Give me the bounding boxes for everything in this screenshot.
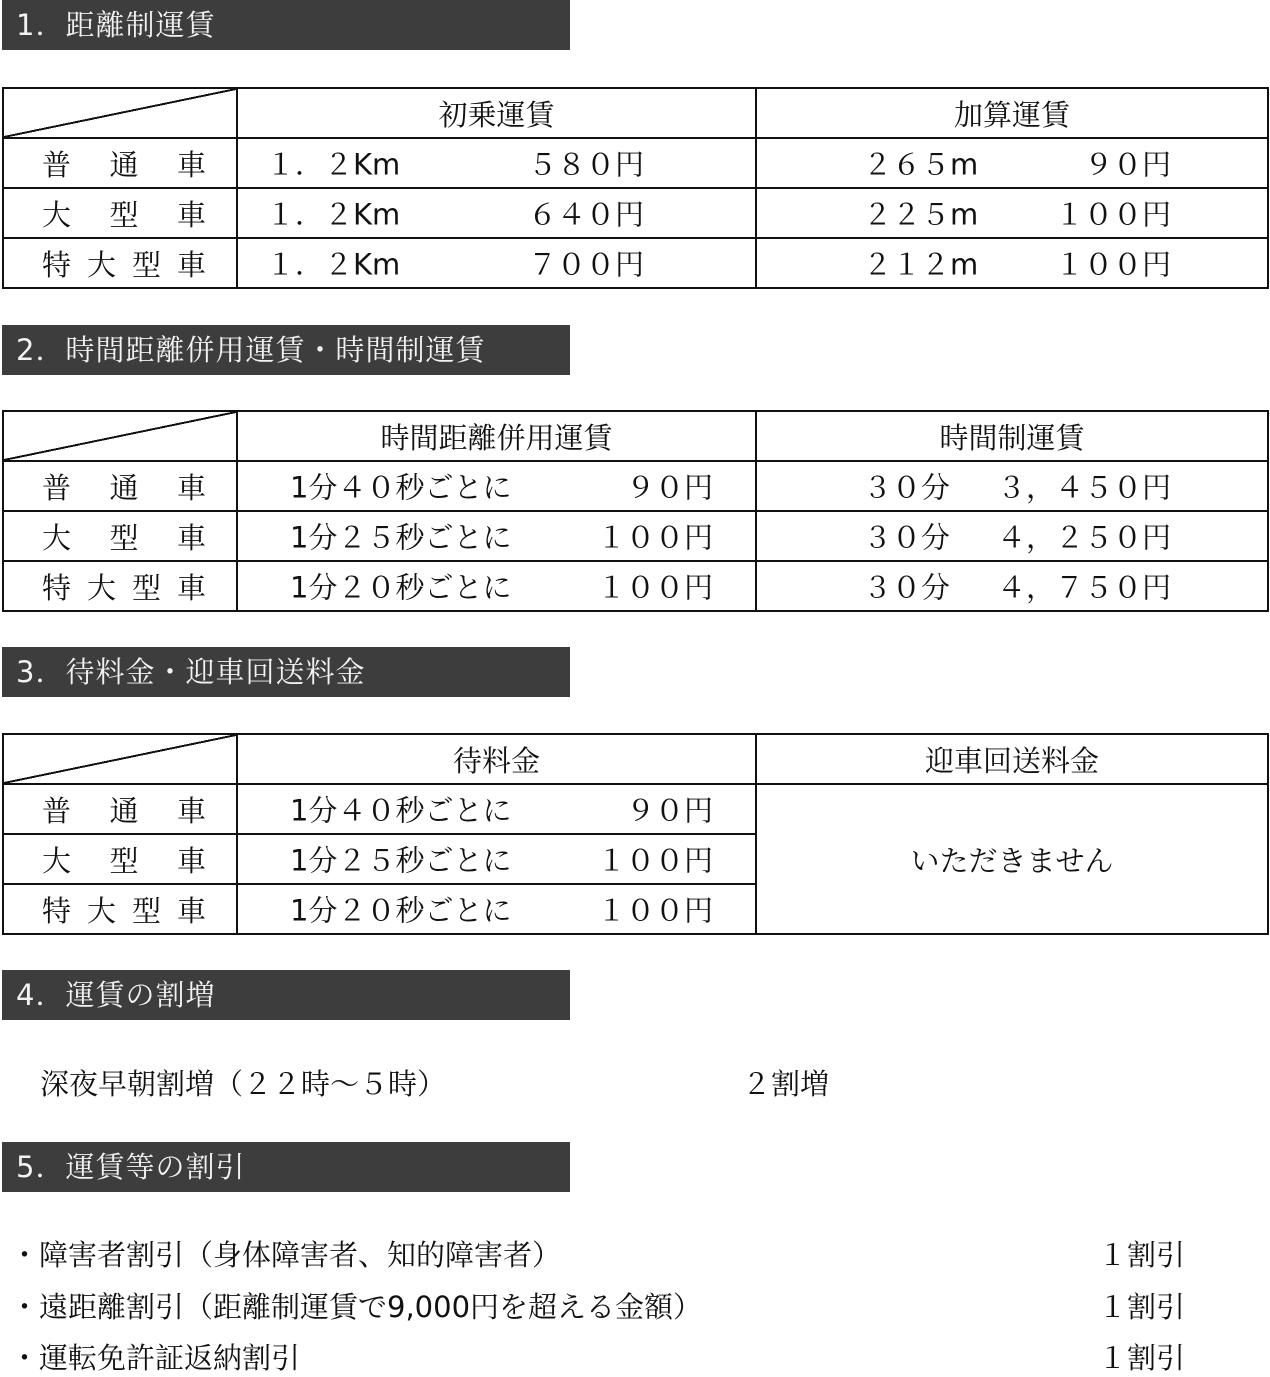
discount-item-label: ・遠距離割引（距離制運賃で9,000円を超える金額） [10,1290,703,1324]
surcharge-label: 深夜早朝割増（２２時～５時） [40,1067,447,1101]
vehicle-label-char: 大 [42,520,72,555]
additional-fare: １００円 [1054,197,1171,232]
initial-fare-cell [237,138,756,188]
vehicle-label-char: 普 [42,793,72,828]
vehicle-label-char: 型 [131,570,161,605]
interval: 1分４０秒ごとに [290,793,512,828]
vehicle-label-char: 型 [109,520,139,555]
time-unit: ３０分 [863,520,951,555]
section-2-heading: 2．時間距離併用運賃・時間制運賃 [2,325,570,375]
vehicle-label [42,789,206,830]
vehicle-label-char: 型 [109,843,139,878]
discount-item-label: ・障害者割引（身体障害者、知的障害者） [10,1238,562,1272]
col-header-time-distance-fare: 時間距離併用運賃 [237,411,756,461]
time-fare-cell [756,511,1268,561]
pickup-fee-merged-cell: いただきません [756,784,1268,934]
interval: 1分４０秒ごとに [290,470,512,505]
interval-fare: １００円 [596,520,713,555]
additional-fare: １００円 [1054,247,1171,282]
row-header [3,834,237,884]
vehicle-label-char: 大 [42,197,72,232]
row-header [3,884,237,934]
time-fare-cell [756,561,1268,611]
section-5-heading: 5．運賃等の割引 [2,1142,570,1192]
vehicle-label-char: 普 [42,147,72,182]
waiting-fee-cell [237,884,756,934]
additional-distance: ２１２m [863,247,979,282]
interval-fare: １００円 [596,893,713,928]
time-fare: ３，４５０円 [996,470,1171,505]
row-header [3,238,237,288]
time-fare-table [2,410,1269,612]
initial-fare: ６４０円 [528,197,645,232]
time-unit: ３０分 [863,570,951,605]
discount-item-value: １割引 [1098,1290,1186,1324]
additional-fare-cell [756,188,1268,238]
vehicle-label-char: 大 [86,247,116,282]
vehicle-label-char: 通 [109,470,139,505]
vehicle-label [42,466,206,507]
row-header [3,784,237,834]
diagonal-corner-cell [3,411,237,461]
row-header [3,188,237,238]
additional-fare-cell [756,238,1268,288]
additional-fare: ９０円 [1083,147,1171,182]
interval-fare: ９０円 [625,470,713,505]
distance-fare-table [2,87,1269,289]
interval-fare: １００円 [596,843,713,878]
vehicle-label-char: 大 [86,570,116,605]
time-fare: ４，７５０円 [996,570,1171,605]
initial-distance: １．２Km [266,197,401,232]
row-header [3,511,237,561]
interval: 1分２５秒ごとに [290,520,512,555]
additional-distance: ２６５m [863,147,979,182]
vehicle-label-char: 型 [131,247,161,282]
surcharge-value: ２割増 [742,1067,830,1101]
time-distance-cell [237,461,756,511]
vehicle-label-char: 通 [109,147,139,182]
vehicle-label-char: 車 [176,147,206,182]
interval: 1分２０秒ごとに [290,570,512,605]
vehicle-label-char: 車 [176,843,206,878]
vehicle-label-char: 普 [42,470,72,505]
waiting-fee-cell [237,784,756,834]
initial-distance: １．２Km [266,247,401,282]
vehicle-label [42,516,206,557]
vehicle-label [42,193,206,234]
time-fare: ４，２５０円 [996,520,1171,555]
vehicle-label-char: 型 [131,893,161,928]
col-header-waiting-fee: 待料金 [237,734,756,784]
vehicle-label [42,566,206,607]
vehicle-label [42,243,206,284]
time-distance-cell [237,561,756,611]
col-header-additional-fare: 加算運賃 [756,88,1268,138]
discount-item-label: ・運転免許証返納割引 [10,1341,301,1375]
discount-item-value: １割引 [1098,1341,1186,1375]
vehicle-label-char: 大 [42,843,72,878]
interval-fare: １００円 [596,570,713,605]
vehicle-label-char: 車 [176,470,206,505]
vehicle-label-char: 特 [42,893,72,928]
time-unit: ３０分 [863,470,951,505]
initial-fare: ５８０円 [528,147,645,182]
discount-item-value: １割引 [1098,1238,1186,1272]
row-header [3,461,237,511]
vehicle-label-char: 車 [176,570,206,605]
vehicle-label-char: 車 [176,247,206,282]
col-header-pickup-fee: 迎車回送料金 [756,734,1268,784]
vehicle-label [42,889,206,930]
vehicle-label-char: 通 [109,793,139,828]
vehicle-label-char: 特 [42,570,72,605]
vehicle-label [42,143,206,184]
diagonal-corner-cell [3,88,237,138]
vehicle-label-char: 車 [176,793,206,828]
section-1-heading: 1．距離制運賃 [2,0,570,50]
initial-fare-cell [237,238,756,288]
waiting-fee-table [2,733,1269,935]
initial-fare-cell [237,188,756,238]
time-fare-cell [756,461,1268,511]
row-header [3,138,237,188]
waiting-fee-cell [237,834,756,884]
time-distance-cell [237,511,756,561]
section-4-heading: 4．運賃の割増 [2,970,570,1020]
interval: 1分２５秒ごとに [290,843,512,878]
additional-distance: ２２５m [863,197,979,232]
col-header-time-fare: 時間制運賃 [756,411,1268,461]
vehicle-label-char: 車 [176,893,206,928]
vehicle-label-char: 特 [42,247,72,282]
interval-fare: ９０円 [625,793,713,828]
initial-fare: ７００円 [528,247,645,282]
row-header [3,561,237,611]
section-3-heading: 3．待料金・迎車回送料金 [2,647,570,697]
vehicle-label [42,839,206,880]
vehicle-label-char: 車 [176,520,206,555]
col-header-initial-fare: 初乗運賃 [237,88,756,138]
vehicle-label-char: 型 [109,197,139,232]
vehicle-label-char: 車 [176,197,206,232]
interval: 1分２０秒ごとに [290,893,512,928]
additional-fare-cell [756,138,1268,188]
vehicle-label-char: 大 [86,893,116,928]
diagonal-corner-cell [3,734,237,784]
initial-distance: １．２Km [266,147,401,182]
